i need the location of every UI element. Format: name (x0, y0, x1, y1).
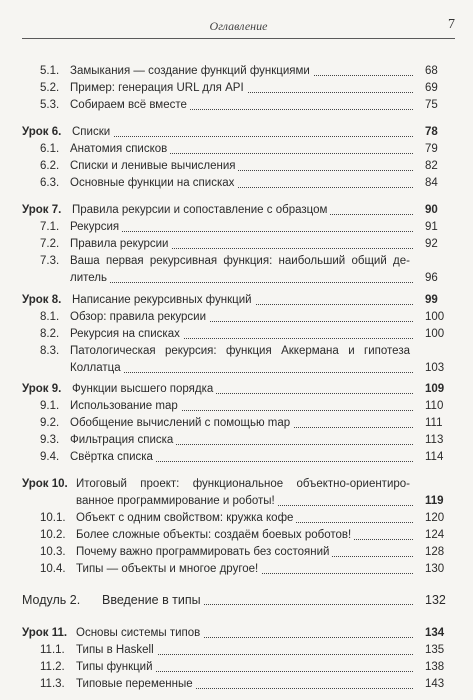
entry-title (76, 476, 444, 510)
entry-title (76, 561, 445, 578)
entry-title-line: Почему важно программировать без состояний (76, 546, 332, 558)
entry-title-line: Введение в типы (102, 593, 204, 607)
entry-title-line: Обобщение вычислений с помощью map (70, 417, 293, 429)
entry-number: 6.1. (40, 143, 60, 155)
entry-page-number: 96 (423, 270, 455, 287)
toc-module (22, 592, 446, 609)
entry-page-number: 114 (423, 449, 455, 466)
entry-number: 8.2. (40, 328, 60, 340)
entry-page-number: 100 (423, 309, 455, 326)
entry-number: 5.2. (40, 82, 60, 94)
entry-title-line: Ваша первая рекурсивная функция: наибольший общий де- (70, 255, 413, 267)
entry-number: 11.1. (40, 644, 65, 656)
entry-title (72, 292, 438, 309)
entry-title (70, 97, 438, 114)
toc-subsection (40, 63, 438, 80)
entry-page-number: 119 (423, 493, 455, 510)
entry-number: Урок 6. (22, 126, 62, 138)
entry-title-line: Свёртка списка (70, 451, 156, 463)
entry-page-number: 134 (423, 625, 455, 642)
entry-title (76, 676, 445, 693)
entry-number: 10.3. (40, 546, 66, 558)
entry-title-line: Обзор: правила рекурсии (70, 311, 209, 323)
entry-page-number: 100 (423, 326, 455, 343)
entry-title (70, 343, 445, 377)
toc-subsection (40, 544, 445, 561)
entry-number: 10.4. (40, 563, 66, 575)
entry-number: 6.3. (40, 177, 60, 189)
entry-page-number: 143 (423, 676, 455, 693)
entry-title-line: Типы в Haskell (76, 644, 157, 656)
entry-title (70, 415, 443, 432)
entry-title-line: Списки и ленивые вычисления (70, 160, 238, 172)
entry-page-number: 111 (423, 415, 455, 432)
entry-title-line: Списки (72, 126, 113, 138)
entry-page-number: 130 (423, 561, 455, 578)
entry-title (76, 544, 445, 561)
entry-title (70, 158, 438, 175)
entry-page-number: 99 (423, 292, 455, 309)
entry-title-line: Правила рекурсии и сопоставление с образцом (72, 204, 330, 216)
toc-subsection (40, 527, 445, 544)
entry-title-line: Собираем всё вместе (70, 99, 190, 111)
toc-subsection (40, 343, 445, 377)
entry-number: 10.2. (40, 529, 66, 541)
entry-number: 9.4. (40, 451, 60, 463)
entry-title (70, 63, 438, 80)
entry-page-number: 69 (423, 80, 455, 97)
entry-title (70, 253, 438, 287)
entry-title-line: Коллатца (70, 362, 124, 374)
entry-title (76, 527, 445, 544)
entry-title-line: Анатомия списков (70, 143, 170, 155)
page-number: 7 (448, 17, 455, 32)
entry-number: 9.3. (40, 434, 60, 446)
toc-subsection (40, 80, 438, 97)
toc-subsection (40, 175, 438, 192)
entry-number: Урок 8. (22, 294, 62, 306)
entry-title-line: Рекурсия (70, 221, 122, 233)
entry-title-line: Использование map (70, 400, 181, 412)
toc-subsection (40, 236, 438, 253)
toc-subsection (40, 659, 445, 676)
entry-title (70, 449, 444, 466)
entry-title-line: Рекурсия на списках (70, 328, 183, 340)
entry-title (70, 175, 438, 192)
entry-title-line: Функции высшего порядка (72, 383, 216, 395)
entry-title (70, 326, 445, 343)
toc-lesson (22, 625, 445, 642)
entry-page-number: 109 (423, 381, 455, 398)
entry-page-number: 124 (423, 527, 455, 544)
toc-subsection (40, 309, 445, 326)
entry-number: 7.1. (40, 221, 60, 233)
entry-title-line: Типы функций (76, 661, 156, 673)
entry-title-line: Замыкания — создание функций функциями (70, 65, 313, 77)
entry-title (70, 432, 444, 449)
toc-subsection (40, 141, 438, 158)
entry-number: 7.3. (40, 255, 60, 267)
toc-lesson (22, 202, 438, 219)
entry-number: Урок 7. (22, 204, 62, 216)
entry-number: 5.3. (40, 99, 60, 111)
toc-subsection (40, 398, 444, 415)
entry-title-line: Объект с одним свойством: кружка кофе (76, 512, 296, 524)
entry-page-number: 128 (423, 544, 455, 561)
entry-number: 7.2. (40, 238, 60, 250)
entry-title (70, 398, 444, 415)
entry-title (70, 141, 438, 158)
entry-title (76, 625, 445, 642)
entry-page-number: 92 (423, 236, 455, 253)
entry-title (72, 124, 438, 141)
toc-subsection (40, 510, 445, 527)
entry-number: 8.1. (40, 311, 60, 323)
entry-title-line: ванное программирование и роботы! (76, 495, 278, 507)
entry-page-number: 113 (423, 432, 455, 449)
entry-title-line: Типы — объекты и многое другое! (76, 563, 261, 575)
entry-title-line: Пример: генерация URL для API (70, 82, 247, 94)
entry-page-number: 103 (423, 360, 455, 377)
entry-page-number: 78 (423, 124, 455, 141)
entry-page-number: 75 (423, 97, 455, 114)
toc-lesson (22, 476, 444, 510)
entry-title-line: Основы системы типов (76, 627, 203, 639)
entry-page-number: 79 (423, 141, 455, 158)
entry-number: Урок 9. (22, 383, 62, 395)
toc-subsection (40, 415, 443, 432)
entry-title-line: Более сложные объекты: создаём боевых роботов! (76, 529, 354, 541)
toc-lesson (22, 381, 445, 398)
entry-number: 11.3. (40, 678, 65, 690)
toc-subsection (40, 561, 445, 578)
entry-number: 9.2. (40, 417, 60, 429)
toc-subsection (40, 158, 438, 175)
toc-subsection (40, 676, 445, 693)
entry-page-number: 120 (423, 510, 455, 527)
entry-page-number: 110 (423, 398, 455, 415)
entry-page-number: 135 (423, 642, 455, 659)
toc-subsection (40, 449, 444, 466)
entry-title (70, 80, 438, 97)
entry-page-number: 138 (423, 659, 455, 676)
entry-title-line: литель (70, 272, 110, 284)
entry-title-line: Фильтрация списка (70, 434, 176, 446)
entry-number: 8.3. (40, 345, 60, 357)
entry-title (70, 236, 438, 253)
toc-subsection (40, 326, 445, 343)
entry-title-line: Правила рекурсии (70, 238, 171, 250)
entry-page-number: 68 (423, 63, 455, 80)
entry-title-line: Написание рекурсивных функций (72, 294, 255, 306)
entry-number: Урок 10. (22, 478, 68, 490)
entry-number: Модуль 2. (22, 593, 81, 607)
entry-title (76, 659, 445, 676)
entry-number: 9.1. (40, 400, 60, 412)
entry-title (102, 592, 446, 609)
entry-page-number: 82 (423, 158, 455, 175)
entry-number: Урок 11. (22, 627, 68, 639)
entry-number: 11.2. (40, 661, 65, 673)
entry-title (70, 309, 445, 326)
entry-page-number: 84 (423, 175, 455, 192)
entry-page-number: 132 (423, 592, 455, 609)
entry-title-line: Патологическая рекурсия: функция Аккермана и гипотеза (70, 345, 413, 357)
entry-number: 6.2. (40, 160, 60, 172)
entry-title-line: Основные функции на списках (70, 177, 237, 189)
entry-title (70, 219, 438, 236)
entry-title (72, 202, 438, 219)
entry-page-number: 90 (423, 202, 455, 219)
entry-number: 10.1. (40, 512, 66, 524)
toc-lesson (22, 292, 438, 309)
toc-subsection (40, 97, 438, 114)
entry-number: 5.1. (40, 65, 60, 77)
toc-subsection (40, 253, 438, 287)
header-title: Оглавление (209, 19, 268, 33)
entry-title (76, 642, 445, 659)
entry-title (72, 381, 445, 398)
toc-subsection (40, 432, 444, 449)
entry-title (76, 510, 445, 527)
entry-title-line: Типовые переменные (76, 678, 196, 690)
toc-lesson (22, 124, 438, 141)
toc-subsection (40, 219, 438, 236)
entry-title-line: Итоговый проект: функциональное объектно-ориентиро- (76, 478, 413, 490)
entry-page-number: 91 (423, 219, 455, 236)
toc-subsection (40, 642, 445, 659)
